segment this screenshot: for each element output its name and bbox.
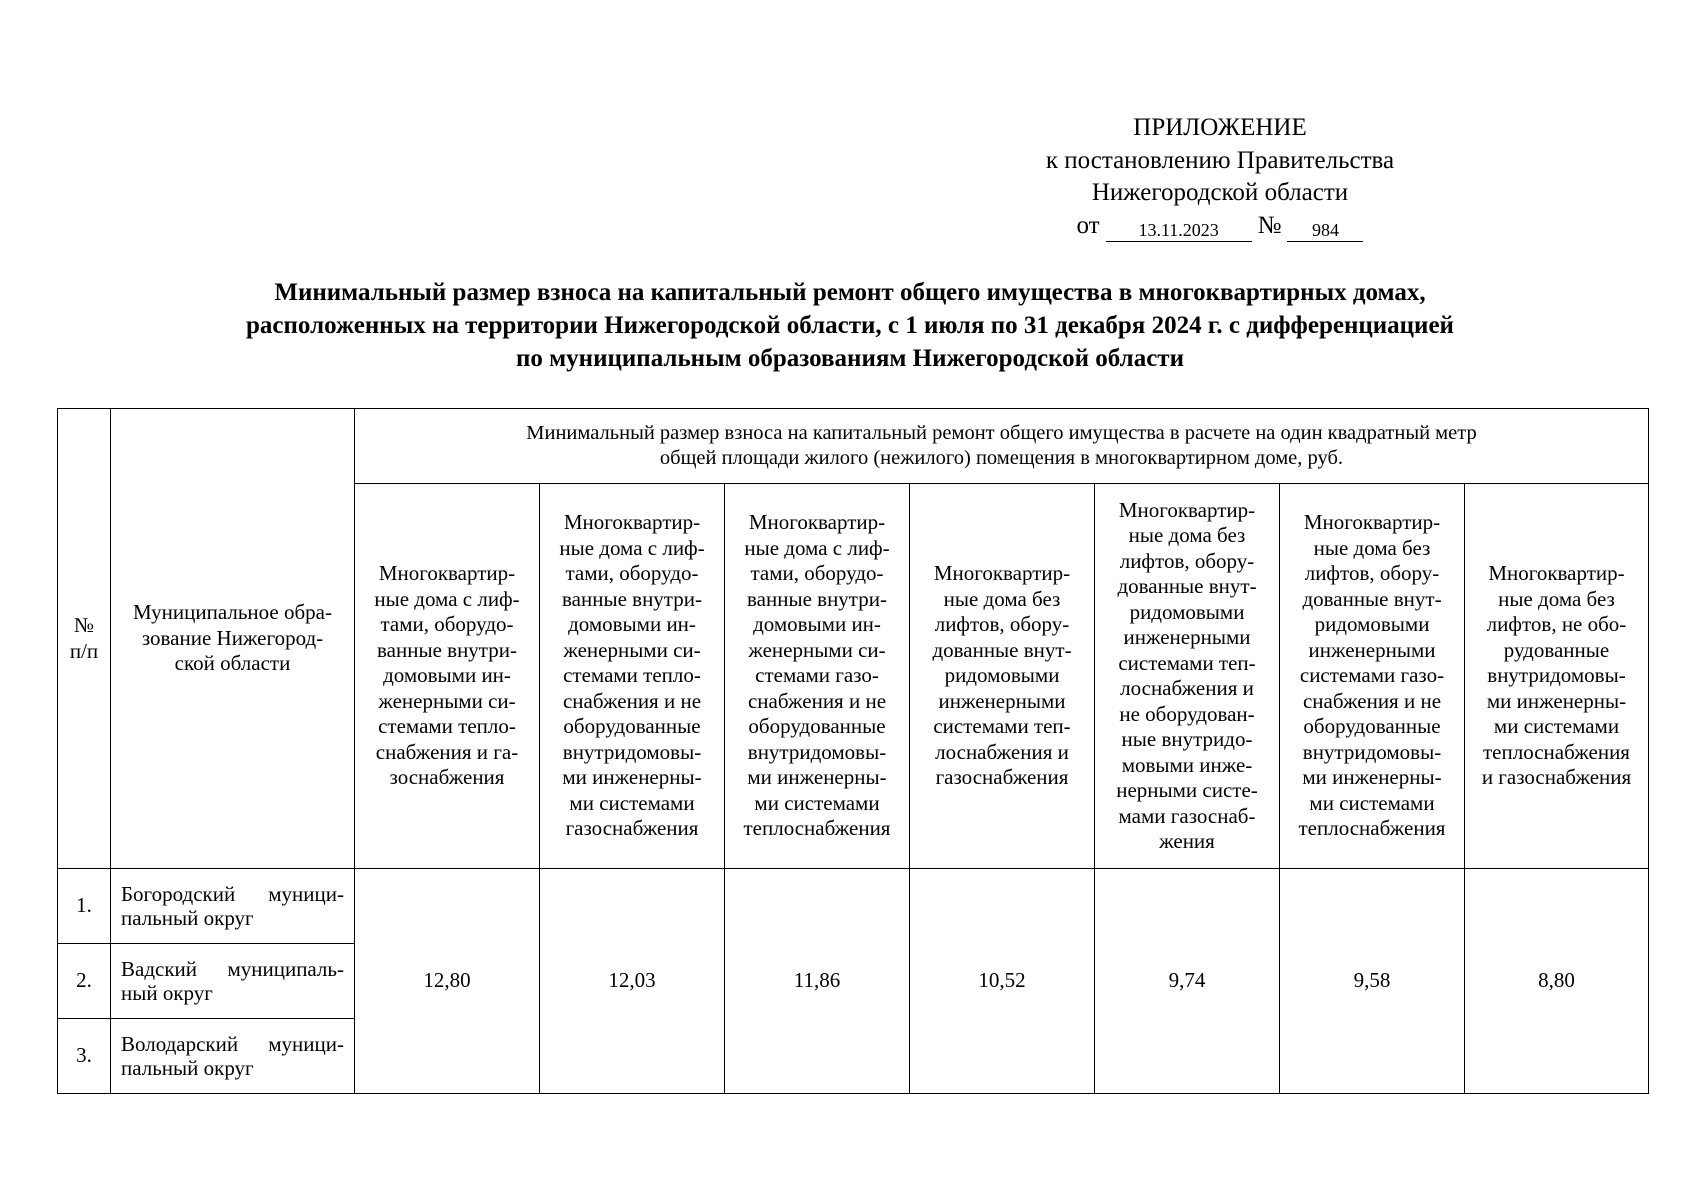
- column-header-line: ридомовыми: [1314, 612, 1430, 637]
- order-number: 984: [1287, 219, 1363, 242]
- value-cell: 12,80: [355, 869, 540, 1094]
- column-header-line: лоснабжения и: [1120, 676, 1254, 700]
- value-cell: 11,86: [725, 869, 910, 1094]
- column-header-line: ванные внутри-: [377, 637, 517, 662]
- column-header-line: Многоквартир-: [378, 561, 516, 586]
- column-header-line: внутридомовы-: [562, 739, 702, 764]
- column-header-line: снабжения и не: [562, 688, 702, 713]
- column-header: [1280, 484, 1465, 869]
- appendix-heading: ПРИЛОЖЕНИЕ: [1133, 114, 1307, 141]
- number-prefix: №: [1257, 211, 1282, 239]
- value-cell: 12,03: [540, 869, 725, 1094]
- column-header-line: ные внутридо-: [1121, 727, 1253, 751]
- column-header-line: теплоснабжения: [1298, 816, 1446, 841]
- column-header-line: снабжения и не: [747, 688, 887, 713]
- column-header-line: тами, оборудо-: [750, 561, 884, 586]
- column-header-line: зоснабжения: [389, 765, 505, 790]
- municipality-name: Володарский муници-пальный округ: [111, 1019, 355, 1094]
- column-header: [1465, 484, 1649, 869]
- appendix-block: [1000, 112, 1440, 242]
- appendix-line-2: Нижегородской области: [1091, 179, 1349, 206]
- column-header-line: женерными си-: [563, 637, 701, 662]
- column-header-line: инженерными: [938, 688, 1066, 713]
- column-header-line: инженерными: [1308, 637, 1436, 662]
- column-header-line: системами газо-: [1299, 663, 1445, 688]
- column-header: [540, 484, 725, 869]
- column-header-line: домовыми ин-: [753, 612, 881, 637]
- municipality-name: Вадский муниципаль-ный округ: [111, 944, 355, 1019]
- column-header-line: снабжения и не: [1302, 688, 1442, 713]
- title-line-2: расположенных на территории Нижегородской области, с 1 июля по 31 декабря 2024 г. с дифференциацией: [246, 312, 1454, 339]
- column-header-line: ные дома без: [1128, 523, 1246, 547]
- column-header-line: ные дома без: [1498, 586, 1615, 611]
- row-number: 3.: [58, 1019, 111, 1094]
- column-header-line: системами теп-: [933, 714, 1071, 739]
- column-header-line: ридомовыми: [944, 663, 1060, 688]
- column-header-line: тами, оборудо-: [380, 612, 514, 637]
- value-cell: 9,74: [1095, 869, 1280, 1094]
- column-header-line: лифтов, обору-: [1304, 561, 1440, 586]
- column-header-line: ми инженерны-: [1302, 765, 1442, 790]
- order-details: [1000, 210, 1440, 243]
- column-header-line: домовыми ин-: [383, 663, 511, 688]
- column-header-line: ми системами: [754, 790, 880, 815]
- column-header-line: дованные внут-: [1117, 574, 1257, 598]
- column-header-line: Многоквартир-: [1303, 510, 1441, 535]
- column-header-line: лифтов, обору-: [1119, 548, 1255, 573]
- column-header-line: ми системами: [1309, 790, 1435, 815]
- column-header: [355, 484, 540, 869]
- column-header-line: ми инженерны-: [747, 765, 887, 790]
- column-header: [910, 484, 1095, 869]
- column-header-line: ми системами: [1493, 714, 1620, 739]
- title-line-3: по муниципальным образованиям Нижегородской области: [516, 345, 1184, 372]
- column-header-line: мовыми инже-: [1121, 752, 1253, 777]
- column-header-line: стемами тепло-: [563, 663, 701, 688]
- column-header-line: снабжения и га-: [375, 739, 519, 764]
- column-header-line: Многоквартир-: [1488, 561, 1625, 586]
- column-header-line: Многоквартир-: [1118, 497, 1256, 522]
- column-header-line: стемами тепло-: [378, 714, 516, 739]
- value-cell: 8,80: [1465, 869, 1649, 1094]
- column-header-line: лифтов, не обо-: [1486, 612, 1627, 637]
- column-header-line: газоснабжения: [565, 816, 699, 841]
- column-header-line: ные дома с лиф-: [374, 586, 520, 611]
- column-header-line: ми инженерны-: [562, 765, 702, 790]
- column-header-line: лоснабжения и: [935, 739, 1069, 764]
- appendix-line-1: к постановлению Правительства: [1045, 146, 1395, 174]
- column-header-line: Многоквартир-: [933, 561, 1071, 586]
- column-header-line: женерными си-: [748, 637, 886, 662]
- column-header-line: нерными систе-: [1116, 778, 1258, 802]
- column-header-line: инженерными: [1123, 625, 1251, 649]
- column-header-line: ми системами: [569, 790, 695, 815]
- column-header-line: газоснабжения: [935, 765, 1069, 790]
- table-row: [58, 869, 1649, 944]
- date-prefix: от: [1076, 211, 1100, 239]
- column-header-line: внутридомовы-: [747, 739, 887, 764]
- column-header-line: ванные внутри-: [747, 586, 887, 611]
- column-header-line: Многоквартир-: [748, 510, 886, 535]
- column-header-line: оборудованные: [563, 714, 701, 739]
- column-header-line: ные дома с лиф-: [559, 535, 705, 560]
- row-number: 1.: [58, 869, 111, 944]
- column-header-line: стемами газо-: [755, 663, 879, 688]
- column-header: [1095, 484, 1280, 869]
- column-header-line: оборудованные: [748, 714, 886, 739]
- municipality-name: Богородский муници-пальный округ: [111, 869, 355, 944]
- order-date: 13.11.2023: [1106, 219, 1252, 242]
- column-header-line: дованные внут-: [932, 637, 1072, 662]
- column-header-line: теплоснабжения: [743, 816, 891, 841]
- value-cell: 10,52: [910, 869, 1095, 1094]
- document-title: [60, 276, 1640, 375]
- column-header-line: системами теп-: [1118, 650, 1256, 675]
- column-header-line: внутридомовы-: [1302, 739, 1442, 764]
- column-header-line: дованные внут-: [1302, 586, 1442, 611]
- column-header-line: ванные внутри-: [562, 586, 702, 611]
- column-header-line: ные дома без: [943, 586, 1061, 611]
- column-header-line: ные дома с лиф-: [744, 535, 890, 560]
- column-header: [725, 484, 910, 869]
- column-header-line: ные дома без: [1313, 535, 1431, 560]
- column-header-line: ми инженерны-: [1486, 688, 1627, 713]
- column-header-line: не оборудован-: [1119, 701, 1255, 726]
- column-header-line: теплоснабжения: [1483, 739, 1630, 764]
- row-number: 2.: [58, 944, 111, 1019]
- column-header-line: тами, оборудо-: [565, 561, 699, 586]
- column-header-line: рудованные: [1503, 637, 1610, 662]
- title-line-1: Минимальный размер взноса на капитальный ремонт общего имущества в многоквартирных домах,: [274, 279, 1426, 306]
- column-header-line: ридомовыми: [1129, 599, 1245, 624]
- column-header-line: оборудованные: [1303, 714, 1441, 739]
- column-header-line: мами газоснаб-: [1118, 803, 1256, 828]
- header-municipality: Муниципальное обра- зование Нижегород- ской области: [111, 409, 355, 869]
- header-number: № п/п: [58, 409, 111, 869]
- value-cell: 9,58: [1280, 869, 1465, 1094]
- column-header-line: домовыми ин-: [568, 612, 696, 637]
- column-header-line: лифтов, обору-: [934, 612, 1070, 637]
- column-header-line: и газоснабжения: [1481, 765, 1632, 790]
- column-header-line: жения: [1159, 829, 1215, 853]
- column-header-line: Многоквартир-: [563, 510, 701, 535]
- contribution-table: [57, 408, 1649, 1094]
- header-group: Минимальный размер взноса на капитальный ремонт общего имущества в расчете на один квадратный метр общей площади жилого (нежилого) помещения в многоквартирном доме, руб.: [355, 409, 1649, 484]
- column-header-line: женерными си-: [378, 688, 516, 713]
- column-header-line: внутридомовы-: [1487, 663, 1626, 688]
